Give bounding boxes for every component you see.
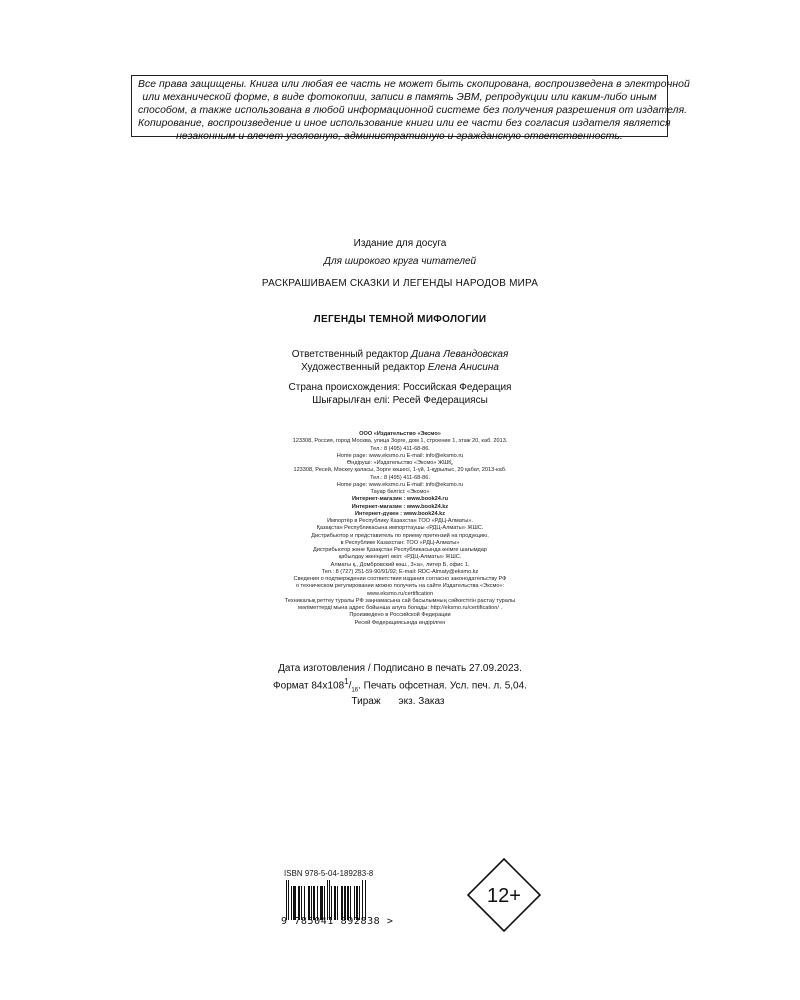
barcode-bar [293,886,296,920]
publisher-line: Техникалық реттеу туралы РФ заңнамасына сай басылымның сәйкестігін растау туралы [284,597,516,604]
barcode-bar [301,886,302,920]
publisher-line: Алматы қ., Домбровский көш., 3«а», литер Б, офис 1. [330,561,470,568]
barcode-bar [334,886,336,920]
format-prefix: Формат 84x108 [273,679,345,691]
print-date: Дата изготовления / Подписано в печать 27.09.2023. [278,663,522,674]
barcode-bar [304,886,305,920]
format-suffix: . Печать офсетная. Усл. печ. л. 5,04. [358,679,527,691]
copyright-line: способом, а также использована в любой информационной системе без получения разрешения от издателя. [138,104,688,116]
copyright-notice [131,75,690,142]
barcode-bar [362,880,363,920]
print-format: Формат $84x108^1/_{16}$. Печать офсетная. Усл. печ. л. 5,04. [273,676,527,693]
publisher-line: Интернет-дүкен : www.book24.kz [354,510,446,517]
barcode-bar [311,886,312,920]
art-editor-name: Елена Анисина [427,361,499,373]
age-rating-badge [467,858,541,932]
barcode-bar [337,886,338,920]
barcode-bar [344,886,346,920]
barcode-bar [291,886,292,920]
origin-block [0,382,800,407]
publisher-line: Тауар белгісі: «Эксмо» [370,489,430,495]
barcode-bar [298,886,300,920]
art-editor [0,362,800,375]
publisher-line: мәліметтерді мына адрес бойынша алуға болады: http://eksmo.ru/certification/ . [297,605,503,611]
art-editor-role: Художественный редактор [301,361,426,373]
origin-kz: Шығарылған елі: Ресей Федерациясы [312,394,488,406]
copyright-line: Копирование, воспроизведение и иное использование книги или ее части без согласия издателя является [138,117,671,129]
publisher-line: Тел.: 8 (495) 411-68-86. [370,474,430,481]
publisher-line: Произведено в Российской Федерации [349,612,451,619]
barcode-bar [329,880,330,920]
copyright-line: Все права защищены. Книга или любая ее часть не может быть скопирована, воспроизведена в электронной [138,79,690,90]
barcode-bar [365,880,366,920]
barcode-bar [341,886,342,920]
isbn-label: ISBN 978-5-04-189283-8 [284,869,374,878]
publisher-line: Тел.: 8 (727) 251-59-90/91/92; E-mail: RDC-Almaty@eksmo.kz [321,568,479,575]
barcode-bar [327,880,328,920]
publisher-line: Дистрибьютор и представитель по приему претензий на продукцию, [311,532,489,539]
publisher-line: Home page: www.eksmo.ru E-mail: info@eksmo.ru [336,481,464,488]
printing-info [0,663,800,709]
barcode-bar [286,880,287,920]
barcode-bar [359,886,360,920]
barcode-bar [308,886,310,920]
editor-role: Ответственный редактор [291,349,409,360]
barcode-bar [313,886,315,920]
publisher-line: қабылдау жөніндегі өкіл: «РДЦ-Алматы» ЖШС. [338,554,462,561]
publisher-line: Дистрибьютор және Қазақстан Республикасында өнімге шағымдар [312,547,488,553]
barcode-bar [288,880,289,920]
edition-audience: Для широкого круга читателей [323,256,477,267]
barcode-bar [350,886,351,920]
format-fraction-num: 1 [344,676,349,686]
publisher-line: Қазақстан Республикасына импорттаушы «РДЦ-Алматы» ЖШС. [316,525,484,532]
publisher-line: Тел.: 8 (495) 411-68-86. [370,445,430,452]
book-title: ЛЕГЕНДЫ ТЕМНОЙ МИФОЛОГИИ [313,314,487,325]
edition-genre: Издание для досуга [353,238,447,249]
editors-block [0,349,800,374]
series-title: РАСКРАШИВАЕМ СКАЗКИ И ЛЕГЕНДЫ НАРОДОВ МИРА [261,278,539,289]
publisher-line: 123308, Россия, город Москва, улица Зорге, дом 1, строение 1, этаж 20, каб. 2013. [292,438,508,445]
age-rating-text: 12+ [487,885,521,907]
barcode-bar [324,886,325,920]
publisher-line: Home page: www.eksmo.ru E-mail: info@eksmo.ru [336,452,464,459]
barcode-bar [331,886,332,920]
publisher-line: 123308, Ресей, Мәскеу қаласы, Зорге көшесі, 1-үй, 1-құрылыс, 20 қабат, 2013-каб. [293,467,507,474]
publisher-line: о техническом регулировании можно получить на сайте Издательства «Эксмо»: [295,583,505,590]
print-run [0,696,800,709]
publisher-line: Интернет-магазин : www.book24.kz [351,503,449,510]
copyright-line: незаконным и влечет уголовную, административную и гражданскую ответственность. [176,130,623,142]
copyright-line: или механической форме, в виде фотокопии, записи в память ЭВМ, репродукции или каким-либо иным [142,91,657,103]
barcode-bars [286,880,397,920]
barcode-bar [347,886,349,920]
copies-label: экз. Заказ [398,696,445,708]
publisher-line: Өндіруші: «Издательство «Эксмо» ЖШҚ, [346,460,454,466]
isbn-barcode [281,869,397,927]
run-label: Тираж [351,696,381,708]
barcode-bar [320,886,323,920]
responsible-editor [0,349,800,362]
publisher-line: Ресей Федерациясында өндірілген [354,619,446,626]
barcode-digits: 9 785041 892838 > [281,916,394,927]
publisher-line: в Республике Казахстан: ТОО «РДЦ-Алматы» [340,539,460,546]
origin-ru: Страна происхождения: Российская Федерация [288,382,512,393]
barcode-bar [354,886,355,920]
publisher-line: Сведения о подтверждении соответствия издания согласно законодательству РФ [293,576,507,582]
editor-name: Диана Левандовская [411,349,509,360]
publisher-line: ООО «Издательство «Эксмо» [359,431,441,437]
publisher-line: www.eksmo.ru/certification [366,590,434,597]
publisher-info [0,431,800,627]
format-fraction-den: 16 [351,686,359,693]
barcode-bar [317,886,318,920]
publisher-line: Интернет-магазин : www.book24.ru [351,496,449,503]
publisher-line: Импортёр в Республику Казахстан ТОО «РДЦ-Алматы». [327,518,473,524]
barcode-bar [356,886,358,920]
